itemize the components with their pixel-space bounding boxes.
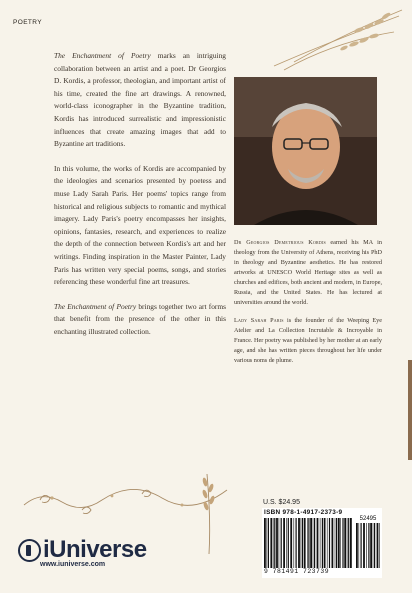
book-title: The Enchantment of Poetry	[54, 301, 137, 311]
book-title: The Enchantment of Poetry	[54, 51, 151, 60]
author-name: Lady Sarah Paris	[234, 317, 284, 324]
barcode	[262, 508, 382, 578]
biography-kordis: Dr Georgios Demetrious Kordis earned his MA in theology from the University of Athens, receiving his PhD in theology and Byzantine aesthetics. He has restored artworks at UNESCO World Heritage sites as well as churches and edifices, both ancient and modern, in Europe, Russia, and the United States. He has lectured at universities around the world.	[234, 239, 382, 306]
biography-column	[234, 238, 382, 374]
wheat-ornament-icon	[195, 470, 225, 555]
author-name: Dr Georgios Demetrious Kordis	[234, 239, 326, 246]
spine-edge	[408, 360, 412, 460]
isbn-addon-number: 52495	[359, 516, 377, 522]
iuniverse-logo-icon	[18, 539, 41, 562]
isbn-label: ISBN 978-1-4917-2373-9	[264, 509, 343, 516]
price-label: U.S. $24.95	[263, 499, 300, 506]
genre-label: POETRY	[13, 19, 43, 26]
barcode-bars	[264, 518, 352, 568]
barcode-addon-bars	[356, 523, 380, 568]
publisher-name: iUniverse	[43, 536, 147, 563]
publisher-url: www.iuniverse.com	[40, 561, 106, 568]
author-photo	[234, 77, 377, 225]
description-paragraph-1: The Enchantment of Poetry marks an intriguing collaboration between an artist and a poet. Dr Georgios D. Kordis, a professor, theologian, and important artist of his time, created the fine art drawings. A renowned, world-class iconographer in the Byzantine tradition, Kordis has introduced surrealistic and impressionistic influences that create amazing images that add to Byzantine art traditions.	[54, 51, 226, 149]
biography-paris: Lady Sarah Paris is the founder of the Weeping Eye Atelier and La Collection Incrutable & Incroyable in France. Her poetry was published by her mother at an early age, and she has written pieces throughout her life under various noms de plume.	[234, 317, 382, 364]
publisher-logo	[18, 536, 147, 568]
description-paragraph-2: In this volume, the works of Kordis are accompanied by the ideologies and scenarios presented by poetess and muse Lady Sarah Paris. Her poems' topics range from historical and religious subjects to romantic and mythical imagery. Lady Paris's poetry encompasses her insights, opinions, fantasies, research, and experiences to realize the depth of the connection between Kordis's art and her writings. Finding inspiration in the Master Painter, Lady Paris has written very special poems, songs, and stories referencing these wonderful fine art treasures.	[54, 163, 226, 287]
description-paragraph-3: The Enchantment of Poetry brings together two art forms that benefit from the presence of the other in this enchanting illustrated collection.	[54, 301, 226, 336]
description-column	[54, 50, 226, 350]
wheat-ornament-icon	[264, 4, 404, 74]
barcode-digits: 9 781491 723739	[264, 568, 330, 575]
author-portrait-icon	[234, 77, 377, 225]
